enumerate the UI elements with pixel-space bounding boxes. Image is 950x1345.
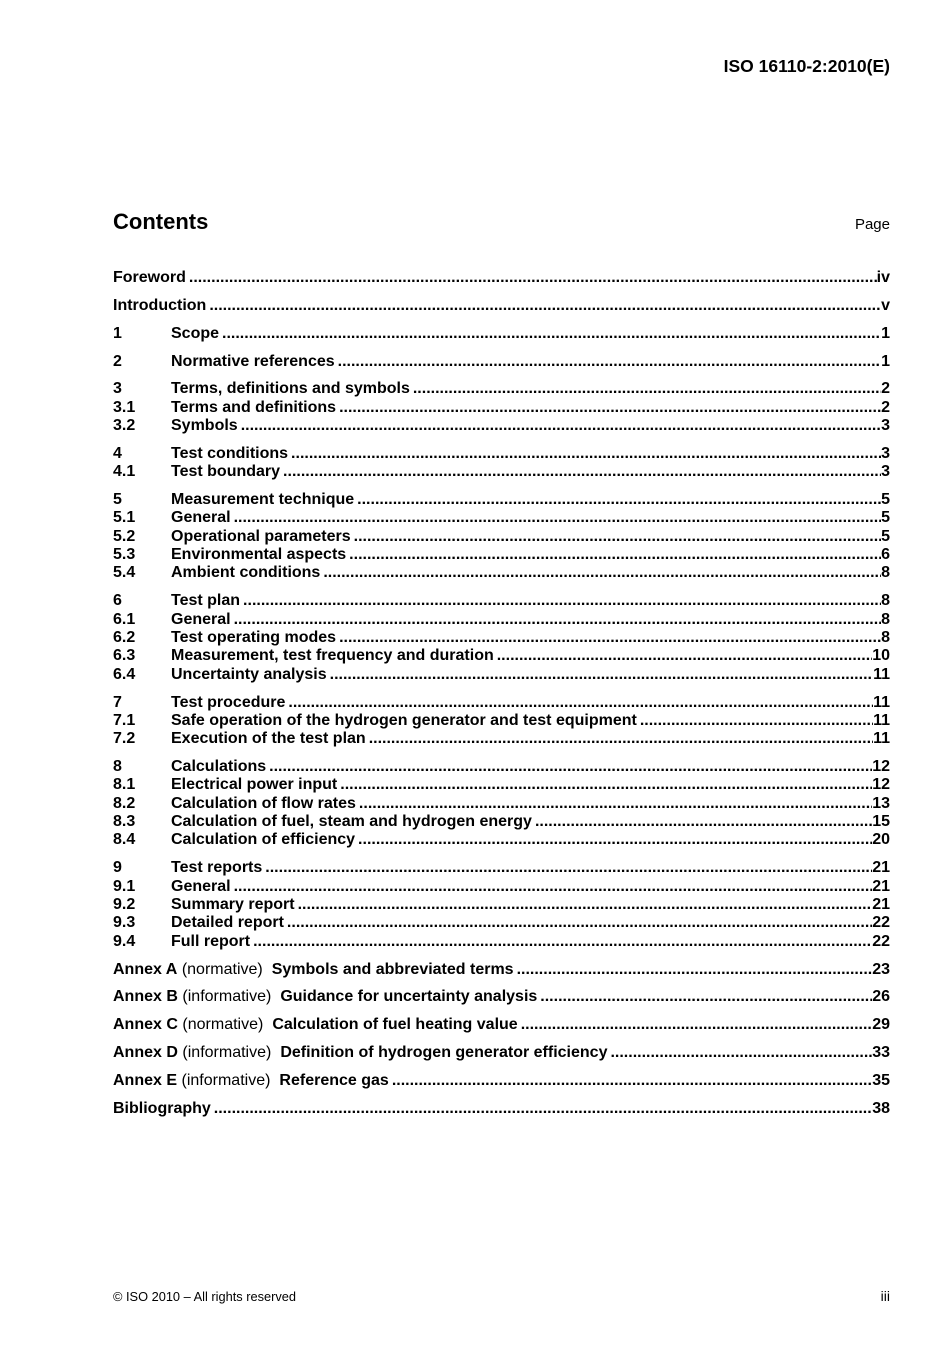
toc-page-number: 20 (872, 831, 890, 849)
contents-title: Contents (113, 209, 209, 234)
toc-entry-title: Ambient conditions (171, 564, 321, 582)
toc-clause-number: 3.1 (113, 398, 136, 416)
annex-status: (normative) (181, 960, 263, 978)
toc-page-number: 21 (872, 859, 890, 877)
toc-page-number: 11 (873, 730, 890, 748)
toc-page-number: 11 (873, 711, 890, 729)
toc-entry-title: Introduction (113, 296, 207, 314)
toc-entry-title: Normative references (171, 352, 335, 370)
toc-entry-title: Calculation of fuel heating value (272, 1016, 518, 1034)
dot-leader (262, 859, 872, 877)
dot-leader (366, 730, 873, 748)
toc-page-number: 8 (881, 564, 890, 582)
toc-entry-title: Execution of the test plan (171, 730, 366, 748)
dot-leader (514, 961, 873, 979)
toc-page-number: 11 (873, 693, 890, 711)
toc-entry-clause-5-3[interactable] (113, 546, 890, 564)
dot-leader (211, 1100, 872, 1118)
toc-entry-annex-c[interactable] (113, 1016, 890, 1034)
dot-leader (250, 933, 872, 951)
toc-page-number: 29 (872, 1016, 890, 1034)
toc-clause-number: 5.1 (113, 509, 136, 527)
dot-leader (288, 445, 881, 463)
toc-entry-clause-8-3[interactable] (113, 813, 890, 831)
dot-leader (346, 546, 881, 564)
toc-page-number: 35 (872, 1071, 890, 1089)
toc-entry-title: Test boundary (171, 463, 281, 481)
toc-entry-clause-6-4[interactable] (113, 666, 890, 684)
toc-entry-title: Symbols and abbreviated terms (271, 960, 514, 978)
dot-leader (355, 831, 872, 849)
toc-entry-annex-d[interactable] (113, 1044, 890, 1062)
toc-clause-number: 5.4 (113, 564, 136, 582)
dot-leader (351, 528, 881, 546)
toc-entry-clause-9[interactable] (113, 859, 890, 877)
toc-group (113, 1016, 890, 1034)
toc-page-number: 6 (881, 546, 890, 564)
dot-leader (231, 611, 882, 629)
dot-leader (206, 297, 881, 315)
toc-clause-number: 9.4 (113, 932, 136, 950)
toc-page-number: 2 (881, 380, 890, 398)
annex-status: (informative) (181, 1071, 271, 1089)
dot-leader (354, 491, 881, 509)
toc-entry-clause-3-2[interactable] (113, 417, 890, 435)
toc-clause-number: 9.1 (113, 877, 136, 895)
dot-leader (494, 647, 872, 665)
toc-entry-title: Environmental aspects (171, 546, 347, 564)
toc-clause-number: 3 (113, 380, 122, 398)
dot-leader (410, 380, 881, 398)
toc-page-number: 8 (881, 592, 890, 610)
toc-entry-title: Definition of hydrogen generator efficiency (280, 1044, 608, 1062)
dot-leader (336, 399, 881, 417)
toc-entry-clause-6-2[interactable] (113, 629, 890, 647)
toc-clause-number: 8.4 (113, 831, 136, 849)
dot-leader (231, 878, 873, 896)
dot-leader (327, 666, 873, 684)
toc-entry-clause-8-2[interactable] (113, 795, 890, 813)
toc-entry-title: Symbols (171, 417, 238, 435)
toc-entry-title: Foreword (113, 269, 186, 286)
toc-entry-foreword[interactable] (113, 269, 890, 287)
dot-leader (231, 509, 882, 527)
toc-entry-clause-9-2[interactable] (113, 896, 890, 914)
toc-entry-title: Reference gas (279, 1071, 389, 1089)
toc-group (113, 380, 890, 435)
toc-group (113, 758, 890, 850)
dot-leader (336, 629, 881, 647)
toc-page-number: 11 (873, 665, 890, 683)
toc-page-number: 23 (872, 960, 890, 978)
toc-entry-title: Terms and definitions (171, 398, 337, 416)
toc-entry-title: Guidance for uncertainty analysis (280, 988, 538, 1006)
dot-leader (532, 813, 872, 831)
annex-label: Annex D (113, 1044, 178, 1062)
toc-clause-number: 7.1 (113, 711, 136, 729)
toc-entry-clause-7[interactable] (113, 694, 890, 712)
toc-page-number: 21 (872, 895, 890, 913)
toc-page-number: 2 (881, 398, 890, 416)
dot-leader (219, 325, 881, 343)
toc-entry-title: General (171, 509, 231, 527)
toc-clause-number: 9.3 (113, 914, 136, 932)
toc-entry-title: Bibliography (113, 1099, 211, 1117)
table-of-contents (113, 269, 890, 1128)
toc-entry-clause-9-1[interactable] (113, 878, 890, 896)
toc-entry-annex-b[interactable] (113, 988, 890, 1006)
toc-clause-number: 5.2 (113, 527, 136, 545)
toc-entry-clause-6[interactable] (113, 592, 890, 610)
toc-clause-number: 4.1 (113, 463, 136, 481)
toc-clause-number: 8.3 (113, 813, 136, 831)
toc-entry-title: Test procedure (171, 693, 286, 711)
toc-group (113, 694, 890, 749)
toc-page-number: 13 (872, 794, 890, 812)
page-column-label: Page (854, 216, 890, 233)
toc-clause-number: 2 (113, 352, 122, 370)
toc-page-number: 3 (881, 417, 890, 435)
toc-clause-number: 6 (113, 592, 122, 610)
toc-entry-clause-3[interactable] (113, 380, 890, 398)
contents-heading-row (113, 209, 890, 238)
toc-entry-clause-5-2[interactable] (113, 528, 890, 546)
toc-page-number: 3 (881, 444, 890, 462)
dot-leader (320, 564, 881, 582)
toc-page-number: 22 (872, 914, 890, 932)
dot-leader (238, 417, 881, 435)
toc-entry-clause-9-4[interactable] (113, 933, 890, 951)
toc-page-number: 10 (872, 647, 890, 665)
toc-entry-title: Safe operation of the hydrogen generator and test equipment (171, 711, 637, 729)
toc-clause-number: 6.1 (113, 610, 136, 628)
toc-group (113, 988, 890, 1006)
annex-label: Annex E (113, 1071, 178, 1089)
dot-leader (285, 694, 873, 712)
toc-clause-number: 1 (113, 324, 122, 342)
toc-entry-clause-9-3[interactable] (113, 914, 890, 932)
toc-group (113, 445, 890, 482)
toc-clause-number: 9 (113, 859, 122, 877)
toc-entry-title: Test plan (171, 592, 241, 610)
toc-group (113, 1100, 890, 1118)
toc-clause-number: 8.2 (113, 794, 136, 812)
toc-entry-title: Operational parameters (171, 527, 351, 545)
dot-leader (295, 896, 873, 914)
toc-page-number: 38 (872, 1099, 890, 1117)
toc-clause-number: 9.2 (113, 895, 136, 913)
toc-entry-clause-3-1[interactable] (113, 399, 890, 417)
toc-page-number: 1 (881, 352, 890, 370)
toc-group (113, 325, 890, 343)
toc-entry-title: General (171, 610, 231, 628)
toc-entry-clause-7-2[interactable] (113, 730, 890, 748)
toc-page-number: 8 (881, 610, 890, 628)
dot-leader (266, 758, 872, 776)
dot-leader (389, 1072, 872, 1090)
annex-status: (informative) (182, 988, 272, 1006)
dot-leader (280, 463, 881, 481)
toc-entry-clause-6-3[interactable] (113, 647, 890, 665)
toc-entry-title: Calculations (171, 758, 267, 776)
toc-clause-number: 4 (113, 444, 122, 462)
toc-entry-clause-8-1[interactable] (113, 776, 890, 794)
page-footer (113, 1289, 890, 1304)
toc-page-number: 12 (872, 758, 890, 776)
toc-entry-title: Calculation of flow rates (171, 794, 356, 812)
toc-page-number: 22 (872, 932, 890, 950)
toc-group (113, 859, 890, 951)
dot-leader (284, 914, 872, 932)
toc-entry-title: Test reports (171, 859, 263, 877)
toc-entry-title: Measurement, test frequency and duration (171, 647, 494, 665)
toc-clause-number: 3.2 (113, 417, 136, 435)
toc-page-number: v (881, 296, 890, 314)
annex-label: Annex C (113, 1016, 178, 1034)
toc-entry-title: Uncertainty analysis (171, 665, 327, 683)
toc-page-number: 33 (872, 1044, 890, 1062)
toc-clause-number: 6.3 (113, 647, 136, 665)
toc-entry-title: Terms, definitions and symbols (171, 380, 410, 398)
toc-group (113, 1072, 890, 1090)
dot-leader (518, 1016, 873, 1034)
toc-entry-title: Calculation of efficiency (171, 831, 356, 849)
annex-status: (normative) (182, 1016, 264, 1034)
toc-entry-clause-8[interactable] (113, 758, 890, 776)
toc-entry-annex-a[interactable] (113, 961, 890, 979)
toc-clause-number: 5 (113, 491, 122, 509)
toc-clause-number: 6.2 (113, 629, 136, 646)
dot-leader (335, 353, 881, 371)
toc-clause-number: 8.1 (113, 776, 136, 794)
toc-entry-clause-2[interactable] (113, 353, 890, 371)
dot-leader (337, 776, 872, 794)
annex-label: Annex B (113, 988, 178, 1006)
toc-page-number: 5 (881, 509, 890, 527)
toc-entry-clause-4[interactable] (113, 445, 890, 463)
annex-status: (informative) (182, 1044, 272, 1062)
toc-clause-number: 7 (113, 693, 122, 711)
toc-page-number: 5 (881, 527, 890, 545)
document-id-header: ISO 16110-2:2010(E) (723, 56, 890, 76)
toc-page-number: 5 (881, 491, 890, 509)
dot-leader (637, 712, 873, 730)
toc-page-number: 12 (872, 776, 890, 794)
toc-entry-title: Full report (171, 932, 251, 950)
toc-page-number: 8 (881, 629, 890, 646)
toc-entry-clause-6-1[interactable] (113, 611, 890, 629)
toc-entry-clause-1[interactable] (113, 325, 890, 343)
toc-clause-number: 6.4 (113, 665, 136, 683)
toc-page-number: 21 (872, 877, 890, 895)
dot-leader (356, 795, 872, 813)
toc-group (113, 269, 890, 287)
toc-entry-title: Test conditions (171, 444, 289, 462)
toc-entry-title: Calculation of fuel, steam and hydrogen energy (171, 813, 532, 831)
toc-entry-clause-7-1[interactable] (113, 712, 890, 730)
toc-entry-title: General (171, 877, 231, 895)
toc-group (113, 297, 890, 315)
toc-page-number: 26 (872, 988, 890, 1006)
dot-leader (537, 988, 872, 1006)
toc-entry-title: Detailed report (171, 914, 284, 932)
dot-leader (240, 592, 881, 610)
toc-entry-title: Electrical power input (171, 776, 338, 794)
dot-leader (607, 1044, 872, 1062)
toc-entry-clause-5-1[interactable] (113, 509, 890, 527)
toc-group (113, 353, 890, 371)
toc-group (113, 491, 890, 583)
toc-page-number: iv (876, 269, 890, 286)
toc-entry-clause-4-1[interactable] (113, 463, 890, 481)
toc-entry-bibliography[interactable] (113, 1100, 890, 1118)
page-number: iii (880, 1288, 890, 1304)
toc-entry-annex-e[interactable] (113, 1072, 890, 1090)
toc-group (113, 1044, 890, 1062)
toc-entry-title: Test operating modes (171, 629, 337, 646)
toc-clause-number: 7.2 (113, 730, 136, 748)
toc-entry-clause-8-4[interactable] (113, 831, 890, 849)
toc-clause-number: 8 (113, 758, 122, 776)
copyright-notice: © ISO 2010 – All rights reserved (113, 1289, 296, 1304)
toc-page-number: 15 (872, 813, 890, 831)
toc-entry-title: Scope (171, 324, 220, 342)
toc-entry-title: Summary report (171, 895, 295, 913)
annex-label: Annex A (113, 960, 178, 978)
toc-clause-number: 5.3 (113, 546, 136, 564)
toc-page-number: 3 (881, 463, 890, 481)
toc-group (113, 592, 890, 684)
toc-page-number: 1 (881, 324, 890, 342)
toc-group (113, 961, 890, 979)
toc-entry-clause-5[interactable] (113, 491, 890, 509)
dot-leader (186, 269, 877, 287)
toc-entry-clause-5-4[interactable] (113, 564, 890, 582)
toc-entry-introduction[interactable] (113, 297, 890, 315)
toc-entry-title: Measurement technique (171, 491, 355, 509)
